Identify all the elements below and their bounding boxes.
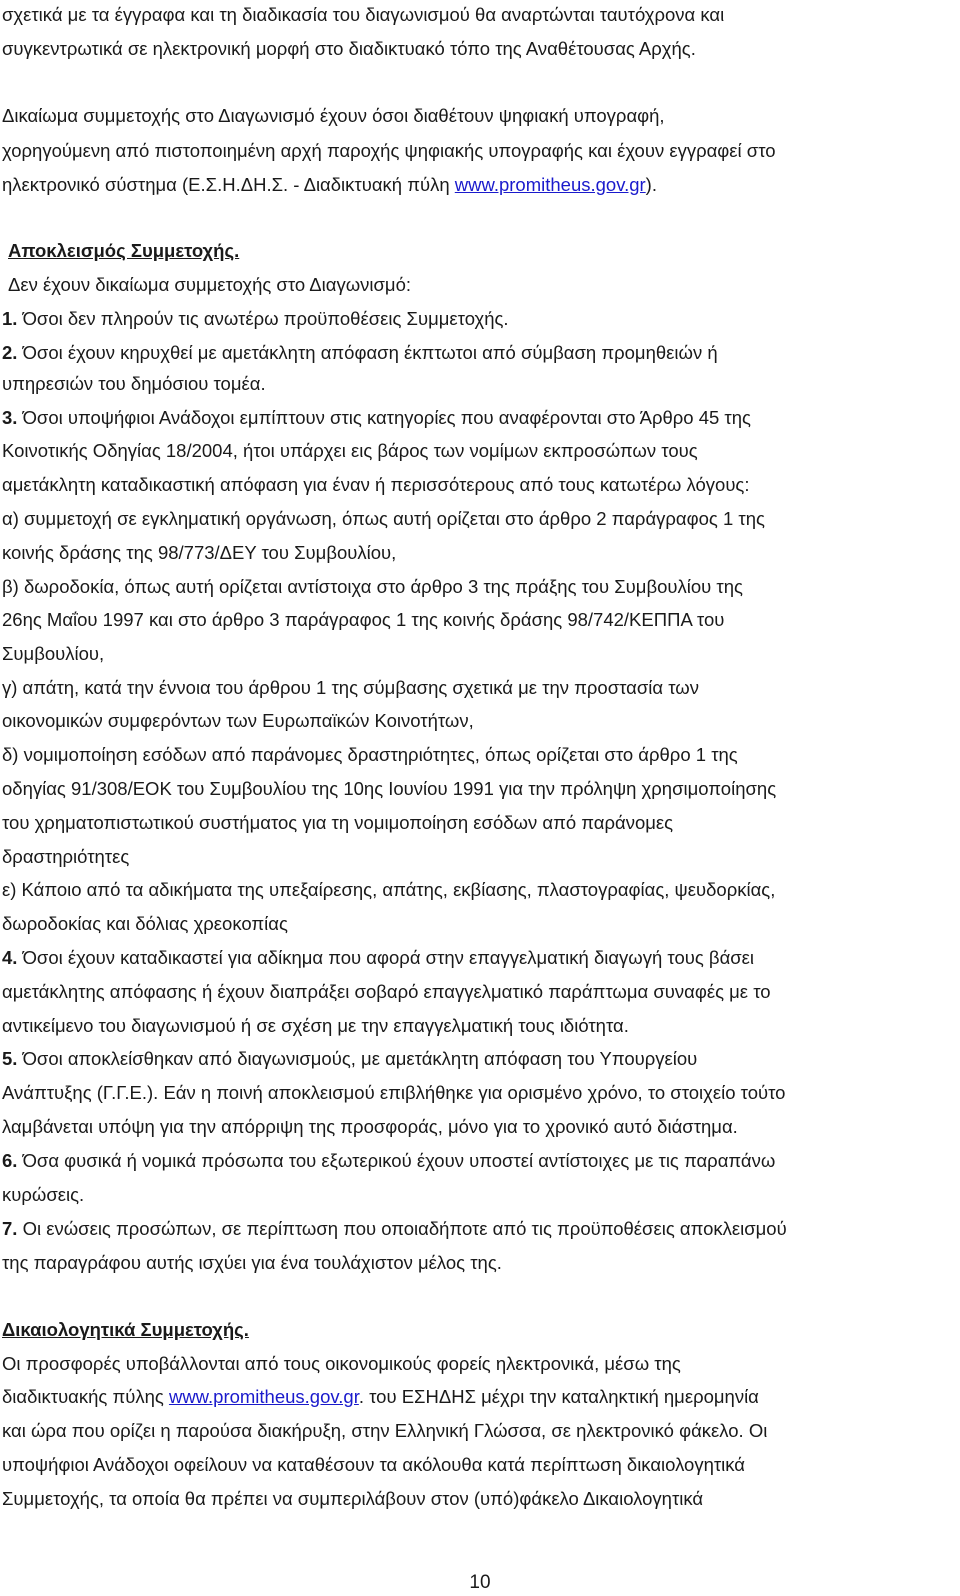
item-6-number: 6.	[2, 1150, 18, 1171]
participation-line-3-tail: ).	[645, 174, 657, 195]
intro-line-1: σχετικά με τα έγγραφα και τη διαδικασία του διαγωνισμού θα αναρτώνται ταυτόχρονα και	[2, 4, 725, 25]
item-2-line-2: υπηρεσιών του δημόσιου τομέα.	[2, 373, 266, 394]
item-3-text: Όσοι υποψήφιοι Ανάδοχοι εμπίπτουν στις κατηγορίες που αναφέρονται στο Άρθρο 45 της	[17, 407, 751, 428]
promitheus-link-2[interactable]: www.promitheus.gov.gr	[168, 1386, 359, 1407]
exclusion-item-1	[2, 306, 509, 332]
subitem-b-line-1: β) δωροδοκία, όπως αυτή ορίζεται αντίστοιχα στο άρθρο 3 της πράξης του Συμβουλίου της	[2, 576, 743, 597]
promitheus-link[interactable]: www.promitheus.gov.gr	[454, 174, 646, 195]
exclusion-intro: Δεν έχουν δικαίωμα συμμετοχής στο Διαγωνισμό:	[8, 274, 412, 295]
item-5-line-3: λαμβάνεται υπόψη για την απόρριψη της προσφοράς, μόνο για το χρονικό αυτό διάστημα.	[2, 1116, 738, 1137]
documents-line-2-tail: . του ΕΣΗΔΗΣ μέχρι την καταληκτική ημερομηνία	[358, 1386, 759, 1407]
intro-line-2: συγκεντρωτικά σε ηλεκτρονική μορφή στο διαδικτυακό τόπο της Αναθέτουσας Αρχής.	[2, 38, 696, 59]
item-2-text: Όσοι έχουν κηρυχθεί με αμετάκλητη απόφαση έκπτωτοι από σύμβαση προμηθειών ή	[17, 342, 718, 363]
item-5-line-2: Ανάπτυξης (Γ.Γ.Ε.). Εάν η ποινή αποκλεισμού επιβλήθηκε για ορισμένο χρόνο, το στοιχείο τούτο	[2, 1082, 786, 1103]
page-number: 10	[469, 1572, 491, 1593]
item-5-text: Όσοι αποκλείσθηκαν από διαγωνισμούς, με αμετάκλητη απόφαση του Υπουργείου	[17, 1048, 698, 1069]
item-1-text: Όσοι δεν πληρούν τις ανωτέρω προϋποθέσεις Συμμετοχής.	[17, 308, 509, 329]
item-7-text: Οι ενώσεις προσώπων, σε περίπτωση που οποιαδήποτε από τις προϋποθέσεις αποκλεισμού	[17, 1218, 787, 1239]
participation-line-1: Δικαίωμα συμμετοχής στο Διαγωνισμό έχουν όσοι διαθέτουν ψηφιακή υπογραφή,	[2, 105, 665, 126]
subitem-e-line-1: ε) Κάποιο από τα αδικήματα της υπεξαίρεσης, απάτης, εκβίασης, πλαστογραφίας, ψευδορκίας,	[2, 879, 776, 900]
subitem-d-line-2: οδηγίας 91/308/ΕΟΚ του Συμβουλίου της 10ης Ιουνίου 1991 για την πρόληψη χρησιμοποίησης	[2, 778, 777, 799]
item-7-line-2: της παραγράφου αυτής ισχύει για ένα τουλάχιστον μέλος της.	[2, 1252, 502, 1273]
exclusion-item-5	[2, 1046, 697, 1072]
item-3-number: 3.	[2, 407, 18, 428]
subitem-c-line-1: γ) απάτη, κατά την έννοια του άρθρου 1 της σύμβασης σχετικά με την προστασία των	[2, 677, 699, 698]
documents-line-5: Συμμετοχής, τα οποία θα πρέπει να συμπεριλάβουν στον (υπό)φάκελο Δικαιολογητικά	[2, 1488, 704, 1509]
exclusion-item-4	[2, 945, 754, 971]
item-5-number: 5.	[2, 1048, 18, 1069]
item-1-number: 1.	[2, 308, 18, 329]
item-4-number: 4.	[2, 947, 18, 968]
subitem-d-line-4: δραστηριότητες	[2, 846, 130, 867]
item-3-line-2: Κοινοτικής Οδηγίας 18/2004, ήτοι υπάρχει εις βάρος των νομίμων εκπροσώπων τους	[2, 440, 698, 461]
documents-line-4: υποψήφιοι Ανάδοχοι οφείλουν να καταθέσουν τα ακόλουθα κατά περίπτωση δικαιολογητικά	[2, 1454, 745, 1475]
exclusion-item-2	[2, 340, 718, 366]
item-7-number: 7.	[2, 1218, 18, 1239]
item-2-number: 2.	[2, 342, 18, 363]
subitem-d-line-1: δ) νομιμοποίηση εσόδων από παράνομες δραστηριότητες, όπως ορίζεται στο άρθρο 1 της	[2, 744, 738, 765]
item-4-line-3: αντικείμενο του διαγωνισμού ή σε σχέση με την επαγγελματική τους ιδιότητα.	[2, 1015, 629, 1036]
participation-line-2: χορηγούμενη από πιστοποιημένη αρχή παροχής ψηφιακής υπογραφής και έχουν εγγραφεί στο	[2, 140, 776, 161]
exclusion-item-7	[2, 1216, 787, 1242]
item-4-text: Όσοι έχουν καταδικαστεί για αδίκημα που αφορά στην επαγγελματική διαγωγή τους βάσει	[17, 947, 755, 968]
exclusion-item-6	[2, 1148, 775, 1174]
item-6-line-2: κυρώσεις.	[2, 1184, 85, 1205]
documents-heading: Δικαιολογητικά Συμμετοχής.	[2, 1319, 249, 1340]
exclusion-item-3	[2, 405, 751, 431]
documents-line-1: Οι προσφορές υποβάλλονται από τους οικονομικούς φορείς ηλεκτρονικά, μέσω της	[2, 1353, 681, 1374]
subitem-b-line-2: 26ης Μαΐου 1997 και στο άρθρο 3 παράγραφος 1 της κοινής δράσης 98/742/ΚΕΠΠΑ του	[2, 609, 725, 630]
documents-line-3: και ώρα που ορίζει η παρούσα διακήρυξη, στην Ελληνική Γλώσσα, σε ηλεκτρονικό φάκελο. Οι	[2, 1420, 768, 1441]
subitem-d-line-3: του χρηματοπιστωτικού συστήματος για τη νομιμοποίηση εσόδων από παράνομες	[2, 812, 674, 833]
subitem-a-line-1: α) συμμετοχή σε εγκληματική οργάνωση, όπως αυτή ορίζεται στο άρθρο 2 παράγραφος 1 της	[2, 508, 765, 529]
item-3-line-3: αμετάκλητη καταδικαστική απόφαση για έναν ή περισσότερους από τους κατωτέρω λόγους:	[2, 474, 750, 495]
subitem-c-line-2: οικονομικών συμφερόντων των Ευρωπαϊκών Κοινοτήτων,	[2, 710, 474, 731]
item-6-text: Όσα φυσικά ή νομικά πρόσωπα του εξωτερικού έχουν υποστεί αντίστοιχες με τις παραπάνω	[17, 1150, 776, 1171]
item-4-line-2: αμετάκλητης απόφασης ή έχουν διαπράξει σοβαρό επαγγελματικό παράπτωμα συναφές με το	[2, 981, 771, 1002]
subitem-b-line-3: Συμβουλίου,	[2, 643, 105, 664]
documents-line-2-text: διαδικτυακής πύλης	[2, 1386, 169, 1407]
subitem-e-line-2: δωροδοκίας και δόλιας χρεοκοπίας	[2, 913, 288, 934]
participation-line-3-text: ηλεκτρονικό σύστημα (Ε.Σ.Η.ΔΗ.Σ. - Διαδικτυακή πύλη	[2, 174, 455, 195]
exclusion-heading: Αποκλεισμός Συμμετοχής.	[8, 240, 240, 261]
participation-line-3	[2, 172, 657, 198]
subitem-a-line-2: κοινής δράσης της 98/773/ΔΕΥ του Συμβουλίου,	[2, 542, 397, 563]
documents-line-2	[2, 1384, 759, 1410]
